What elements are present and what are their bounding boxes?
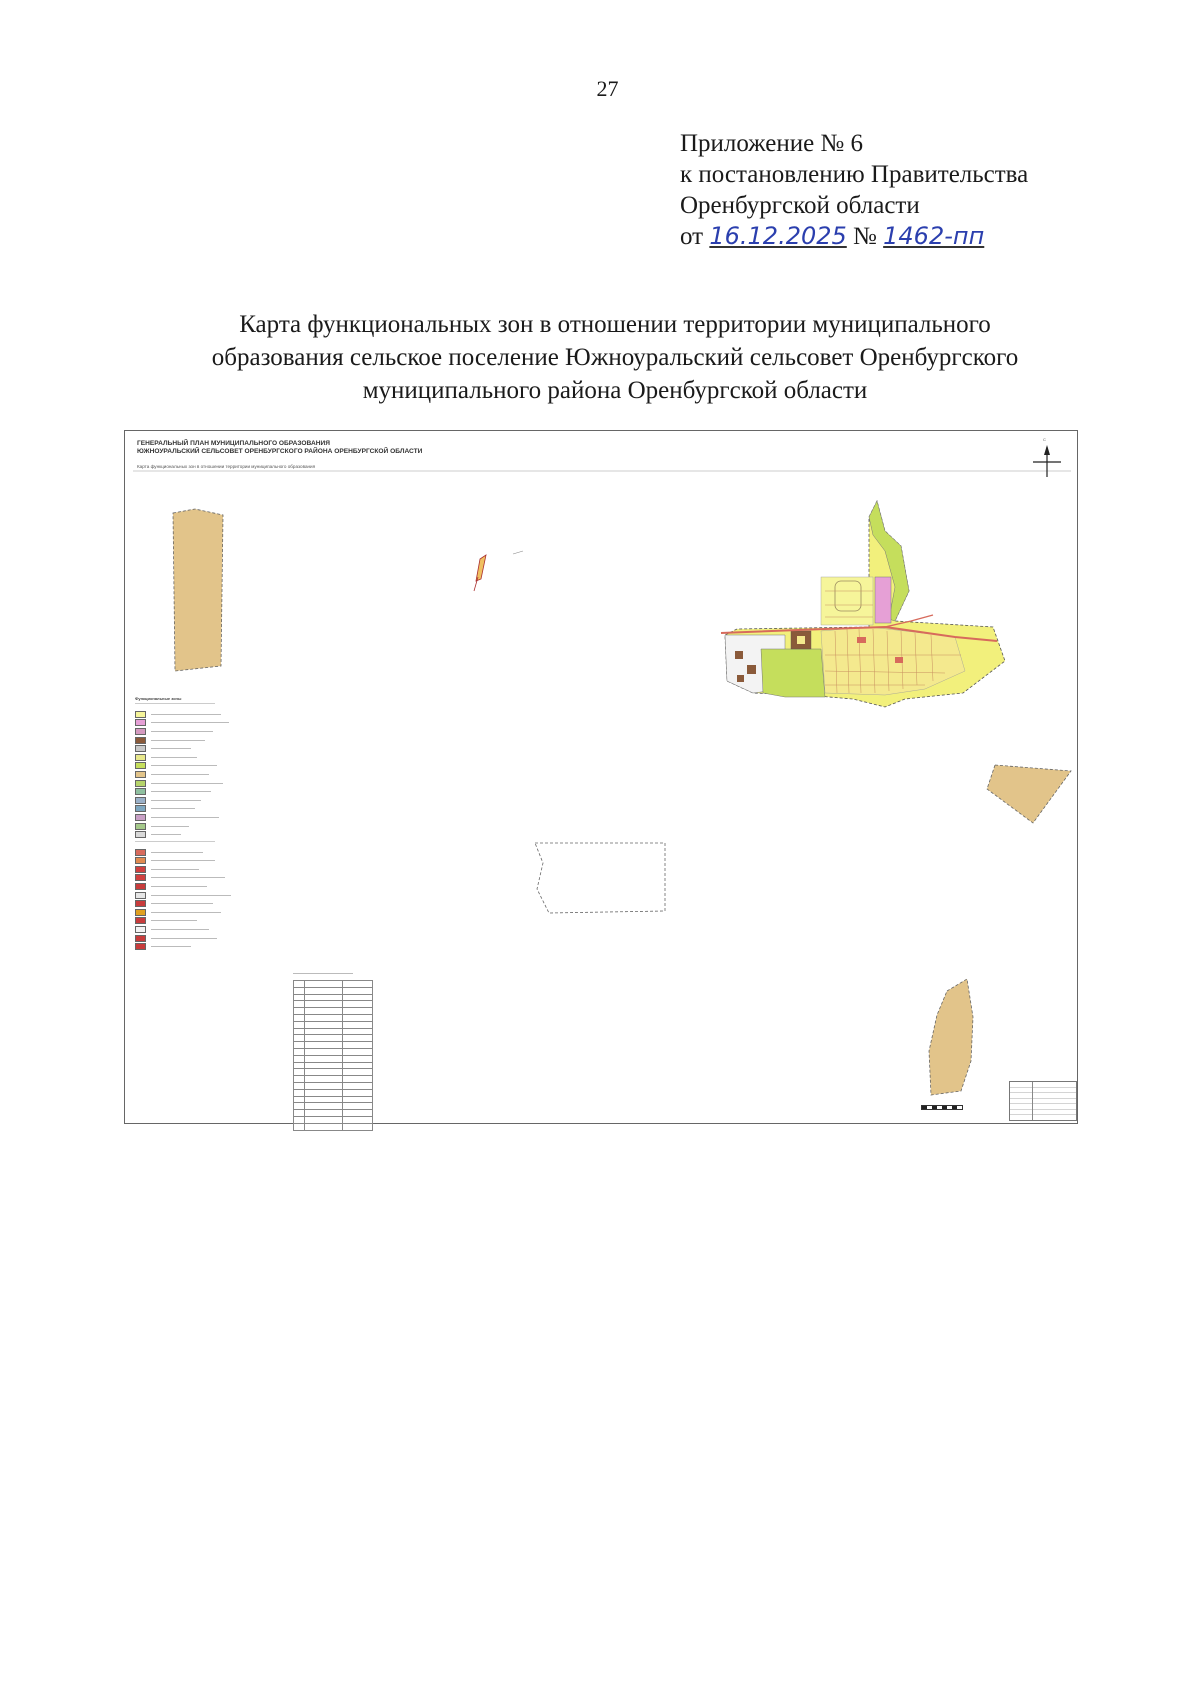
agricultural-zone-east xyxy=(987,765,1071,823)
appendix-line-1: Приложение № 6 xyxy=(680,130,864,157)
road-stub xyxy=(513,551,523,554)
legend-item xyxy=(135,796,275,805)
legend-item xyxy=(135,848,275,857)
special-object-2 xyxy=(895,657,903,663)
map-heading-line-2: ЮЖНОУРАЛЬСКИЙ СЕЛЬСОВЕТ ОРЕНБУРГСКОГО РАЙОНА ОРЕНБУРГСКОЙ ОБЛАСТИ xyxy=(137,448,423,455)
legend-item xyxy=(135,874,275,883)
legend-item xyxy=(135,908,275,917)
legend-item xyxy=(135,779,275,788)
industrial-object-2 xyxy=(747,665,756,674)
title-line-1: Карта функциональных зон в отношении территории муниципального xyxy=(239,311,991,338)
compass-letter: С xyxy=(1043,437,1046,442)
legend-item xyxy=(135,857,275,866)
table-grid xyxy=(293,980,373,1131)
legend-item xyxy=(135,882,275,891)
map-subtitle: Карта функциональных зон в отношении территории муниципального образования xyxy=(137,464,316,469)
number-value: 1462-пп xyxy=(883,222,985,250)
agricultural-zone-southeast xyxy=(929,979,973,1095)
legend-item xyxy=(135,899,275,908)
page-number: 27 xyxy=(596,76,619,101)
appendix-block xyxy=(680,128,1028,252)
legend-item xyxy=(135,891,275,900)
legend-item xyxy=(135,805,275,814)
agricultural-zone-west xyxy=(173,509,223,671)
legend-item xyxy=(135,917,275,926)
title-line-2: образования сельское поселение Южноуральский сельсовет Оренбургского xyxy=(211,344,1019,371)
residential-block-north xyxy=(821,577,873,625)
legend-item xyxy=(135,787,275,796)
table-caption xyxy=(293,973,353,977)
date-prefix: от xyxy=(680,223,704,250)
green-zone-south xyxy=(761,649,825,697)
legend-item xyxy=(135,753,275,762)
legend-item xyxy=(135,813,275,822)
legend-heading: Функциональные зоны xyxy=(135,696,182,701)
map-legend xyxy=(135,693,275,1118)
industrial-object-1 xyxy=(735,651,743,659)
legend-item xyxy=(135,727,275,736)
document-title xyxy=(100,308,1130,407)
map-heading-line-1: ГЕНЕРАЛЬНЫЙ ПЛАН МУНИЦИПАЛЬНОГО ОБРАЗОВАНИЯ xyxy=(137,440,330,447)
appendix-line-2: к постановлению Правительства xyxy=(680,161,1029,188)
legend-item xyxy=(135,762,275,771)
legend-item xyxy=(135,925,275,934)
appendix-date-line xyxy=(680,221,1028,252)
legend-rule xyxy=(135,841,215,846)
special-object-1 xyxy=(857,637,866,643)
public-zone xyxy=(875,577,891,623)
title-block-stamp xyxy=(1009,1081,1077,1121)
industrial-object-3 xyxy=(737,675,744,682)
industrial-zone-inner xyxy=(797,636,805,644)
legend-item xyxy=(135,934,275,943)
legend-item xyxy=(135,710,275,719)
date-value: 16.12.2025 xyxy=(709,222,847,250)
legend-item xyxy=(135,736,275,745)
legend-item xyxy=(135,865,275,874)
legend-item xyxy=(135,822,275,831)
land-balance-table xyxy=(293,973,373,1131)
legend-item xyxy=(135,770,275,779)
legend-item xyxy=(135,719,275,728)
scale-bar xyxy=(921,1105,963,1110)
small-parcel-north xyxy=(476,555,486,581)
legend-item xyxy=(135,744,275,753)
central-parcel xyxy=(535,843,665,913)
legend-item xyxy=(135,830,275,839)
map-heading xyxy=(137,440,422,456)
appendix-line-3: Оренбургской области xyxy=(680,192,920,219)
functional-zones-map xyxy=(124,430,1078,1124)
north-arrow xyxy=(1033,445,1061,477)
legend-item xyxy=(135,942,275,951)
title-line-3: муниципального района Оренбургской области xyxy=(362,377,868,404)
number-prefix: № xyxy=(853,223,877,250)
legend-rule xyxy=(135,703,215,708)
